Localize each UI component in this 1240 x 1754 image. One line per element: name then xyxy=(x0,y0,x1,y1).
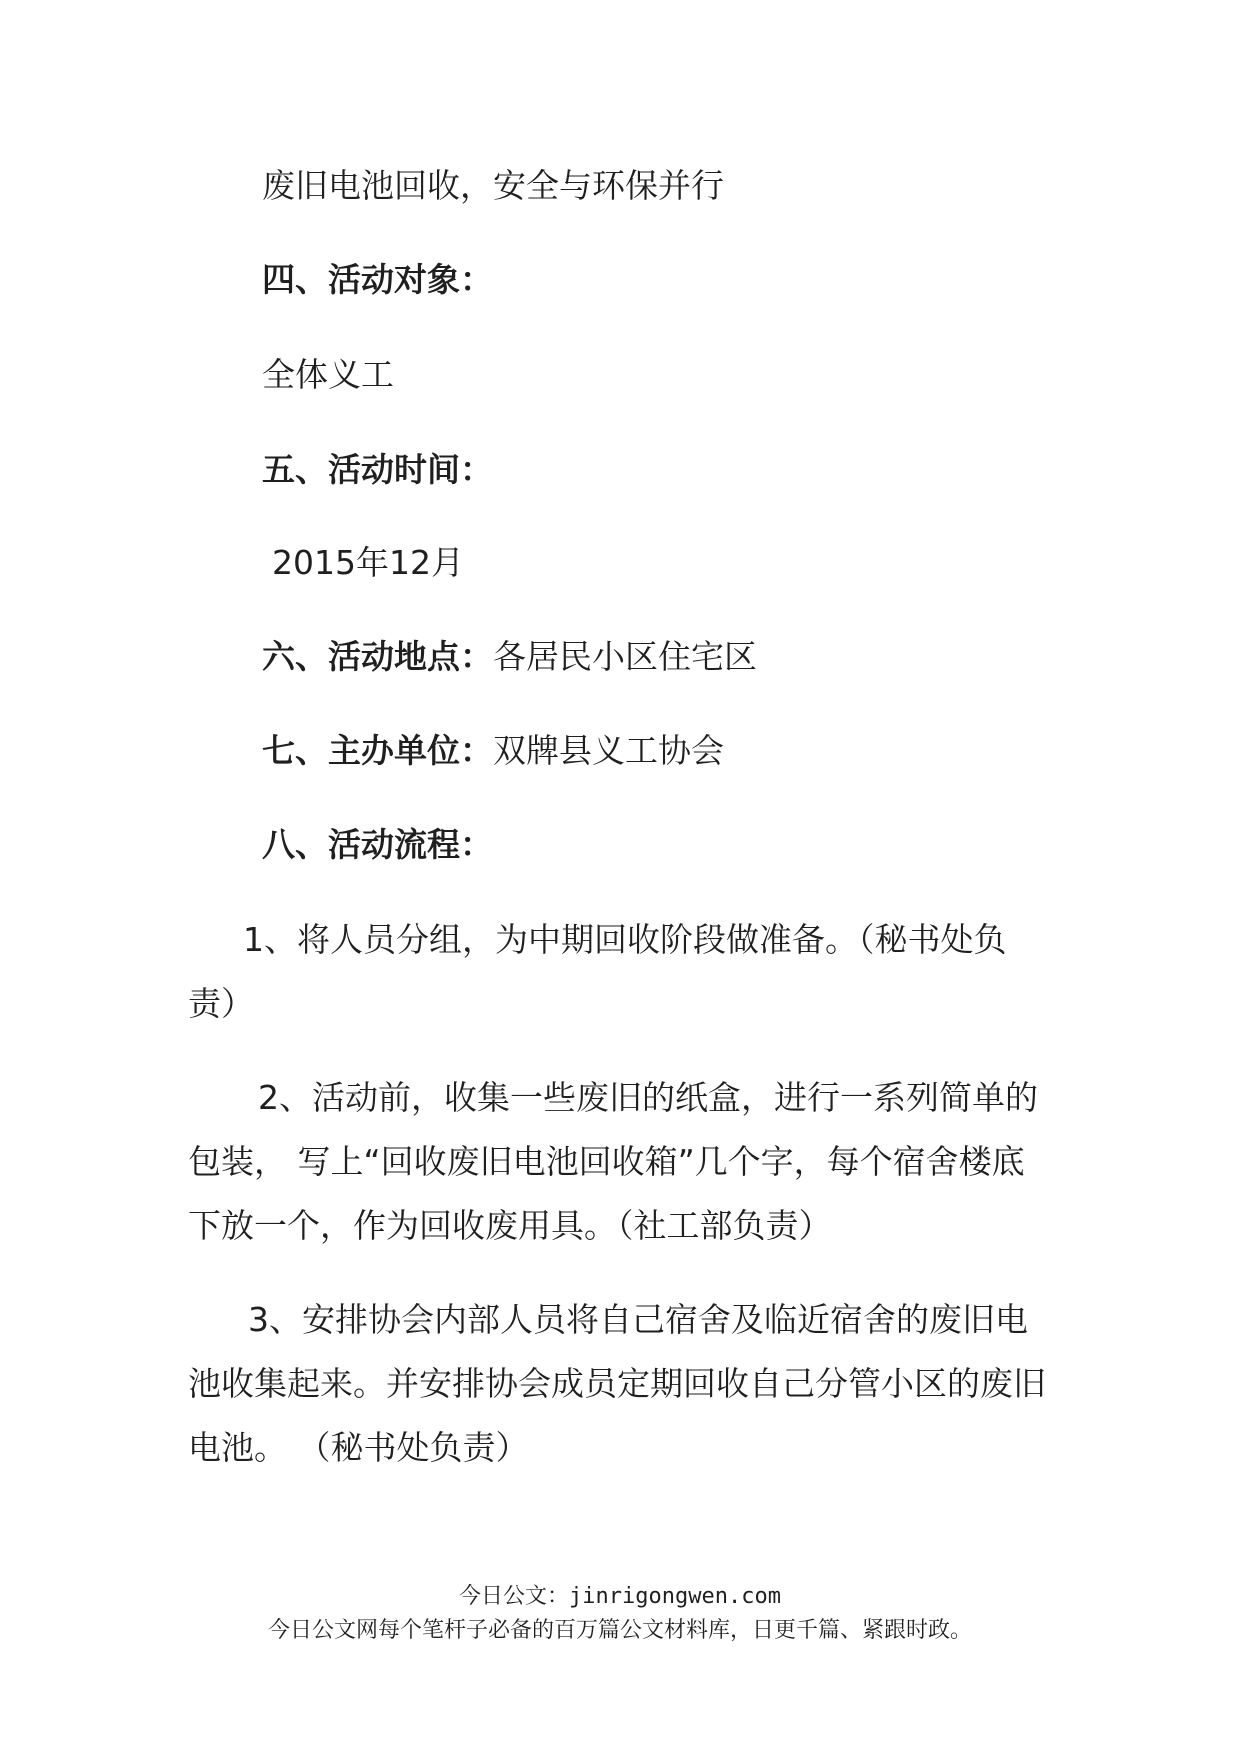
step-3: 3、安排协会内部人员将自己宿舍及临近宿舍的废旧电池收集起来。并安排协会成员定期回收自己分管小区的废旧电池。 （秘书处负责） xyxy=(188,1300,1046,1467)
section-8-heading: 八、活动流程： xyxy=(262,825,493,864)
footer-site-url[interactable]: jinrigongwen.com xyxy=(569,1584,781,1609)
step-1: 1、将人员分组，为中期回收阶段做准备。（秘书处负责） xyxy=(188,920,1007,1023)
footer-site-label: 今日公文： xyxy=(459,1584,570,1609)
step-2: 2、活动前，收集一些废旧的纸盒，进行一系列简单的包装， 写上“回收废旧电池回收箱”几个字，每个宿舍楼底下放一个，作为回收废用具。（社工部负责） xyxy=(188,1078,1038,1245)
section-5-content: 2015年12月 xyxy=(272,543,464,582)
section-4-content: 全体义工 xyxy=(262,355,394,394)
footer-site xyxy=(0,1582,1240,1612)
section-6-heading: 六、活动地点： xyxy=(262,637,493,676)
section-6-content: 各居民小区住宅区 xyxy=(493,637,757,676)
section-7 xyxy=(262,731,724,771)
section-7-heading: 七、主办单位： xyxy=(262,731,493,770)
section-7-content: 双牌县义工协会 xyxy=(493,731,724,770)
footer-tagline: 今日公文网每个笔杆子必备的百万篇公文材料库，日更千篇、紧跟时政。 xyxy=(267,1618,972,1643)
slogan: 废旧电池回收，安全与环保并行 xyxy=(262,166,724,205)
section-6 xyxy=(262,637,757,677)
section-4-heading: 四、活动对象： xyxy=(262,260,493,299)
section-5-heading: 五、活动时间： xyxy=(262,450,493,489)
